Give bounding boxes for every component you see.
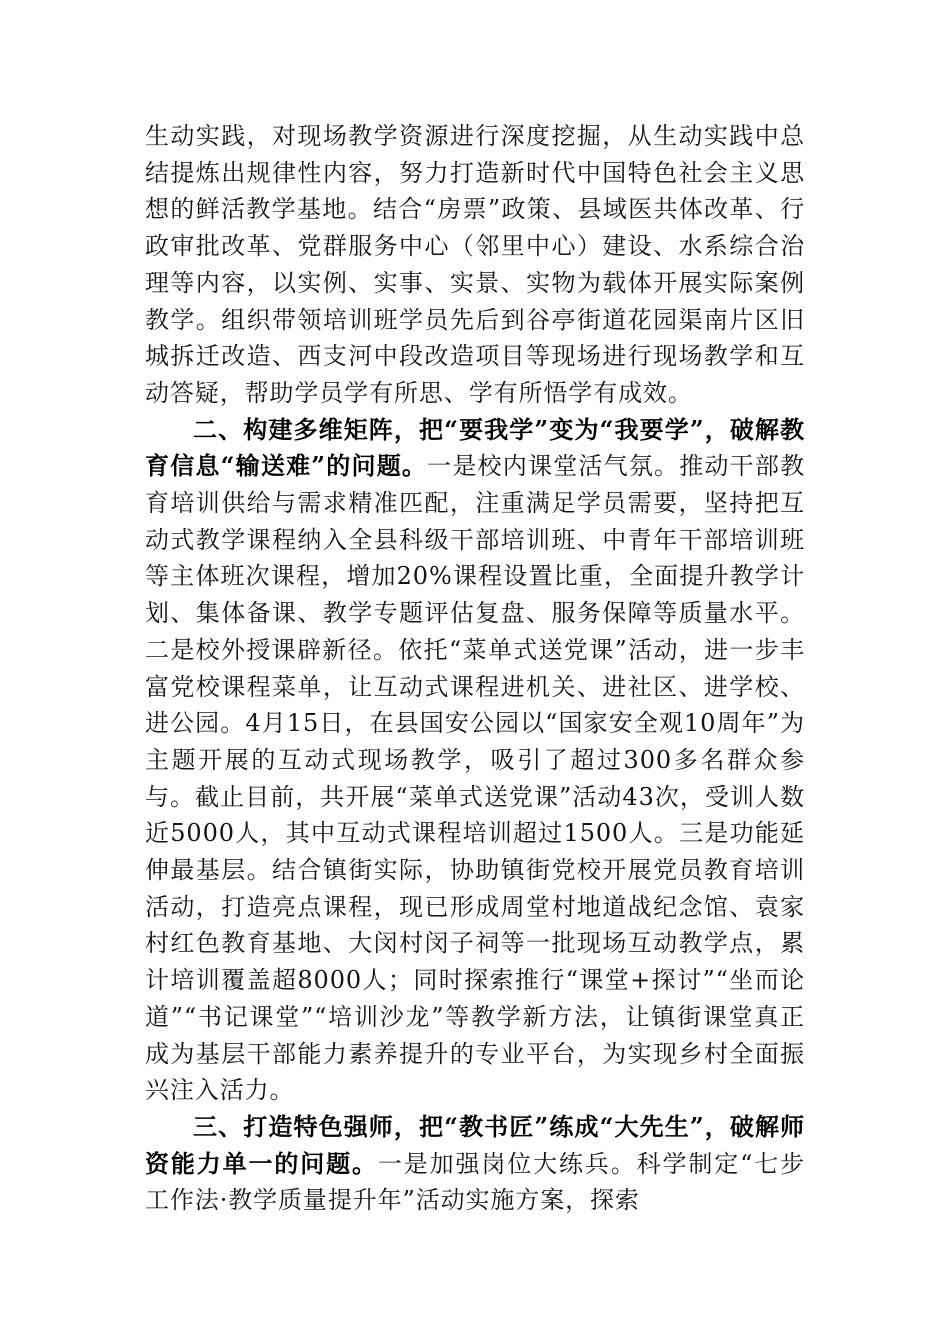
paragraph-2-text: 一是校内课堂活气氛。推动干部教育培训供给与需求精准匹配，注重满足学员需要，坚持把互动式教学课程纳入全县科级干部培训班、中青年干部培训班等主体班次课程，增加20%课程设置比重，全面提升教学计划、集体备课、教学专题评估复盘、服务保障等质量水平。二是校外授课辟新径。依托“菜单式送党课”活动，进一步丰富党校课程菜单，让互动式课程进机关、进社区、进学校、进公园。4月15日，在县国安公园以“国家安全观10周年”为主题开展的互动式现场教学，吸引了超过300多名群众参与。截止目前，共开展“菜单式送党课”活动43次，受训人数近5000人，其中互动式课程培训超过1500人。三是功能延伸最基层。结合镇街实际，协助镇街党校开展党员教育培训活动，打造亮点课程，现已形成周堂村地道战纪念馆、袁家村红色教育基地、大闵村闵子祠等一批现场互动教学点，累计培训覆盖超8000人；同时探索推行“课堂+探讨”“坐而论道”“书记课堂”“培训沙龙”等教学新方法，让镇街课堂真正成为基层干部能力素养提升的专业平台，为实现乡村全面振兴注入活力。 xyxy=(145,452,805,1105)
document-body xyxy=(145,118,805,1219)
paragraph-3-text: 一是加强岗位大练兵。科学制定“七步工作法·教学质量提升年”活动实施方案，探索 xyxy=(145,1149,805,1215)
paragraph-2-heading: 二、构建多维矩阵，把“要我学”变为“我要学”，破解教育信息“输送难”的问题。 xyxy=(145,414,805,481)
paragraph-1 xyxy=(145,118,805,412)
paragraph-3-heading: 三、打造特色强师，把“教书匠”练成“大先生”，破解师资能力单一的问题。 xyxy=(145,1111,805,1178)
paragraph-2 xyxy=(145,412,805,1109)
paragraph-1-text: 生动实践，对现场教学资源进行深度挖掘，从生动实践中总结提炼出规律性内容，努力打造新时代中国特色社会主义思想的鲜活教学基地。结合“房票”政策、县域医共体改革、行政审批改革、党群服务中心（邻里中心）建设、水系综合治理等内容，以实例、实事、实景、实物为载体开展实际案例教学。组织带领培训班学员先后到谷亭街道花园渠南片区旧城拆迁改造、西支河中段改造项目等现场进行现场教学和互动答疑，帮助学员学有所思、学有所悟学有成效。 xyxy=(145,122,805,407)
paragraph-3 xyxy=(145,1109,805,1219)
